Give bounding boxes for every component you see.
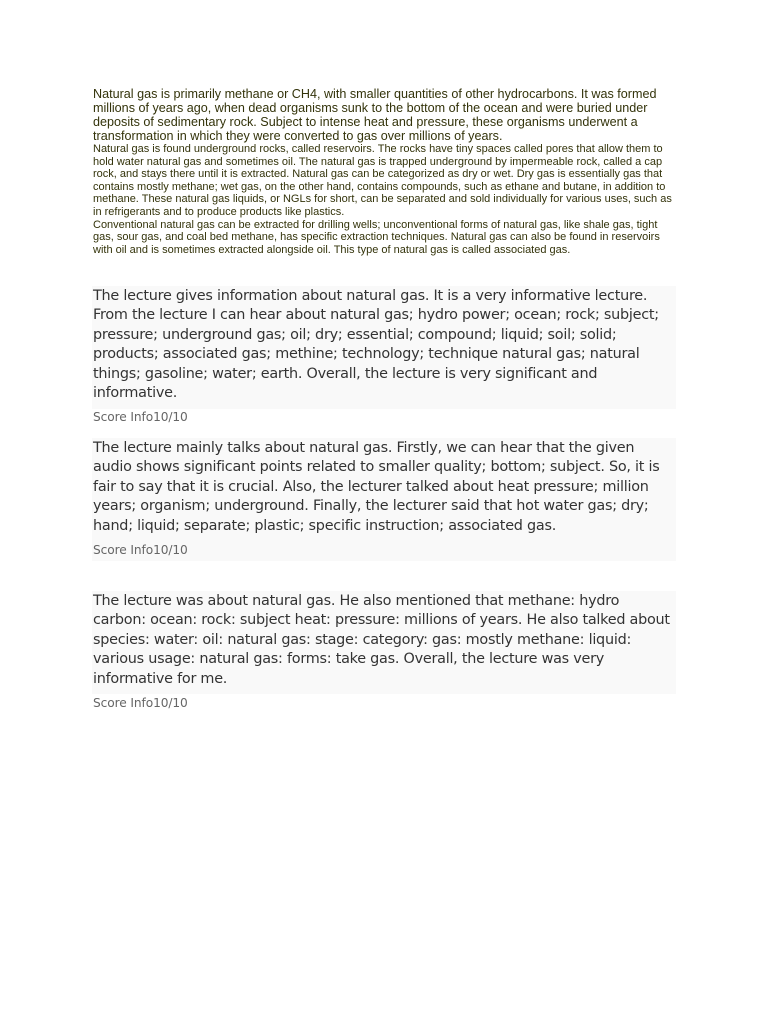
score-info: Score Info10/10 (93, 696, 188, 711)
answer-card (92, 286, 676, 425)
answer-text: The lecture mainly talks about natural gas. Firstly, we can hear that the given audio shows significant points related to smaller quality; bottom; subject. So, it is fair to say that it is crucial. Also, the lecturer talked about heat pressure; million years; organism; underground. Finally, the lecturer said that hot water gas; dry; hand; liquid; separate; plastic; specific instruction; associated gas. (93, 440, 660, 534)
passage-paragraph-2: Natural gas is found underground rocks, called reservoirs. The rocks have tiny spaces called pores that allow them to hold water natural gas and sometimes oil. The natural gas is trapped underground by impermeable rock, called a cap rock, and stays there until it is extracted. Natural gas can be categorized as dry or wet. Dry gas is essentially gas that contains mostly methane; wet gas, on the other hand, contains compounds, such as ethane and butane, in addition to methane. These natural gas liquids, or NGLs for short, can be separated and sold individually for various uses, such as in refrigerants and to produce products like plastics. (93, 143, 672, 218)
score-info: Score Info10/10 (93, 410, 188, 425)
reading-passage (93, 87, 677, 256)
passage-paragraph-3: Conventional natural gas can be extracted for drilling wells; unconventional forms of natural gas, like shale gas, tight gas, sour gas, and coal bed methane, has specific extraction techniques. Natural gas can also be found in reservoirs with oil and is sometimes extracted alongside oil. This type of natural gas is called associated gas. (93, 218, 660, 256)
answer-card (92, 591, 676, 711)
score-info: Score Info10/10 (93, 543, 188, 558)
passage-paragraph-1: Natural gas is primarily methane or CH4, with smaller quantities of other hydrocarbons. It was formed millions of years ago, when dead organisms sunk to the bottom of the ocean and were buried under deposits of sedimentary rock. Subject to intense heat and pressure, these organisms underwent a transformation in which they were converted to gas over millions of years. (93, 87, 657, 143)
answer-text: The lecture gives information about natural gas. It is a very informative lecture. From the lecture I can hear about natural gas; hydro power; ocean; rock; subject; pressure; underground gas; oil; dry; essential; compound; liquid; soil; solid; products; associated gas; methine; technology; technique natural gas; natural things; gasoline; water; earth. Overall, the lecture is very significant and informative. (93, 288, 659, 402)
answer-text: The lecture was about natural gas. He also mentioned that methane: hydro carbon: ocean: rock: subject heat: pressure: millions of years. He also talked about species: water: oil: natural gas: stage: category: gas: mostly methane: liquid: various usage: natural gas: forms: take gas. Overall, the lecture was very informative for me. (93, 593, 670, 687)
answer-card (92, 438, 676, 561)
